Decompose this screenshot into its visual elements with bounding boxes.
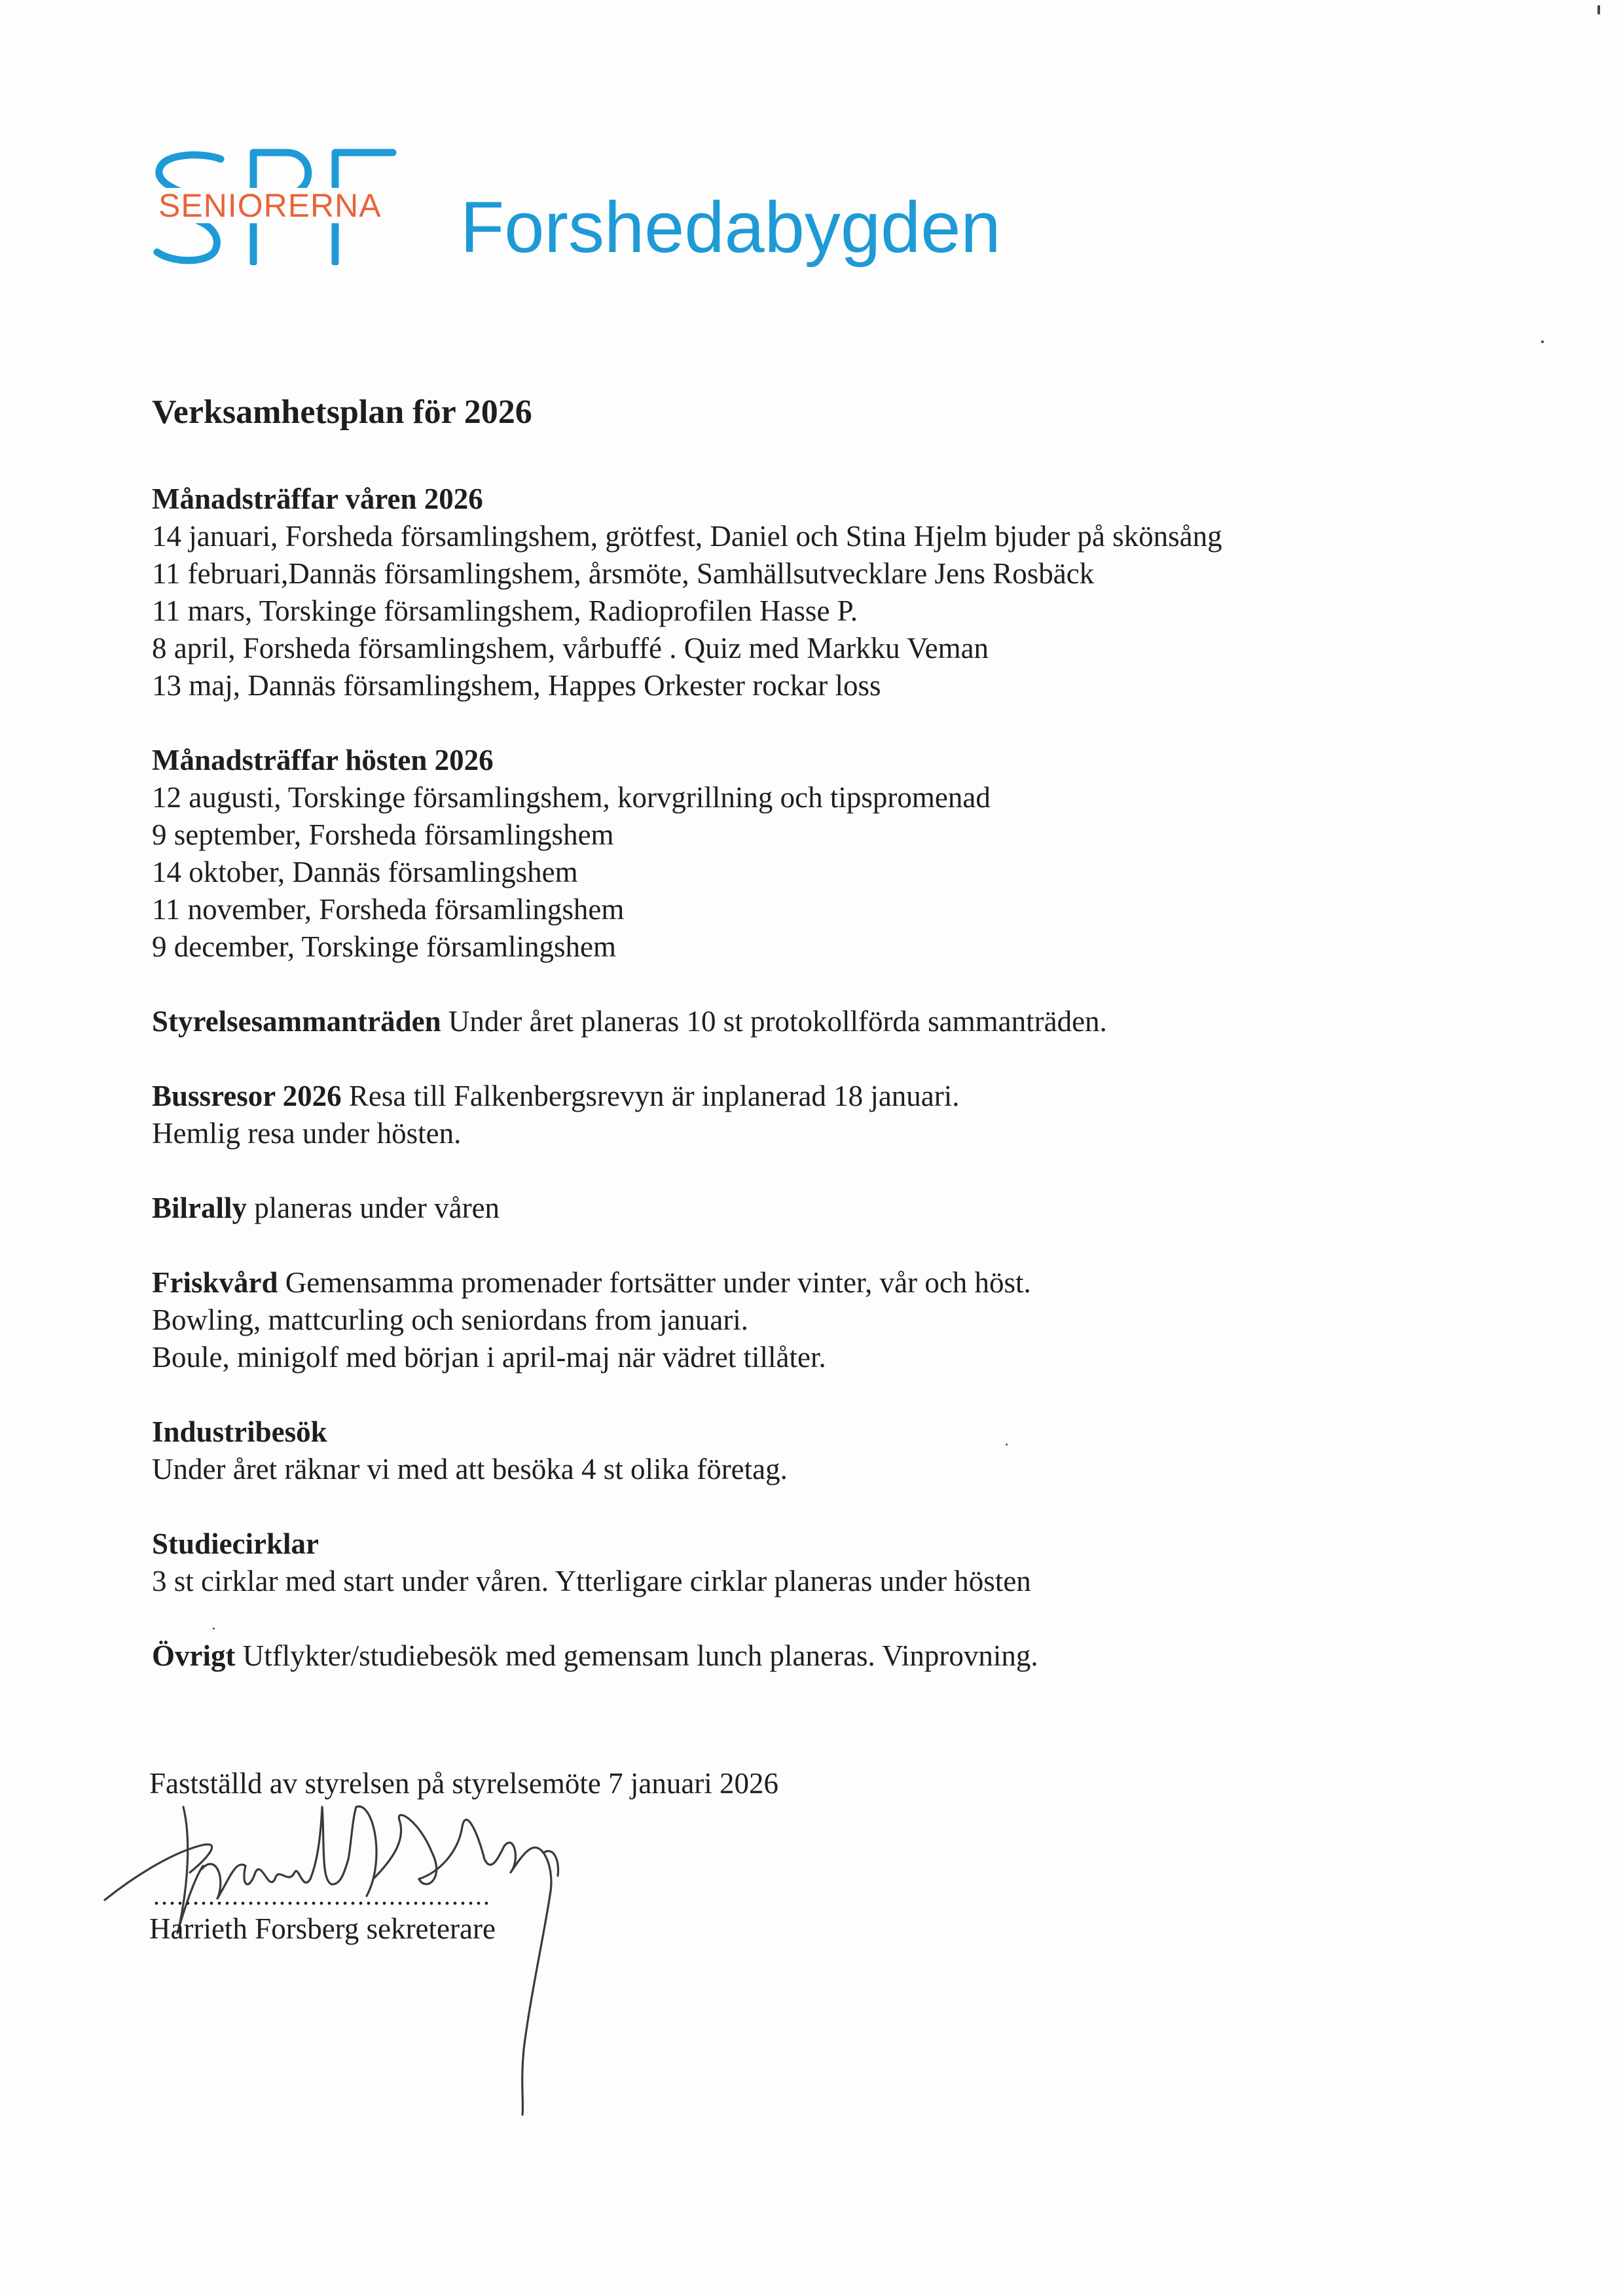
section-heading: Månadsträffar hösten 2026 (152, 744, 494, 776)
section-heading: Övrigt (152, 1639, 236, 1672)
approval-statement: Fastställd av styrelsen på styrelsemöte 7 januari 2026 (149, 1767, 779, 1800)
section-line: Boule, minigolf med början i april-maj när vädret tillåter. (152, 1341, 826, 1374)
section-heading-line (152, 1264, 1494, 1302)
signature-block (149, 1765, 1131, 1945)
signature-line: ........................................... (153, 1881, 491, 1910)
document-body (152, 393, 1494, 1712)
section-line: 14 januari, Forsheda församlingshem, grötfest, Daniel och Stina Hjelm bjuder på skönsång (152, 520, 1222, 553)
section-line: 11 mars, Torskinge församlingshem, Radioprofilen Hasse P. (152, 594, 858, 627)
section-line: 9 december, Torskinge församlingshem (152, 930, 617, 963)
section-inline-text: planeras under våren (254, 1192, 500, 1224)
section-line: 12 augusti, Torskinge församlingshem, korvgrillning och tipspromenad (152, 781, 991, 814)
section-inline-text: Resa till Falkenbergsrevyn är inplanerad 18 januari. (348, 1080, 960, 1112)
organization-name: Forshedabygden (460, 187, 1001, 268)
section-line: Bowling, mattcurling och seniordans from januari. (152, 1303, 749, 1336)
section-line: 11 februari,Dannäs församlingshem, årsmöte, Samhällsutvecklare Jens Rosbäck (152, 557, 1095, 590)
section-heading-line (152, 1637, 1494, 1675)
scan-speck (1597, 5, 1600, 14)
spf-seniorerna-logo (152, 147, 414, 265)
section-line: 14 oktober, Dannäs församlingshem (152, 856, 578, 888)
section-heading: Studiecirklar (152, 1527, 319, 1560)
section (152, 1637, 1494, 1675)
section-heading: Månadsträffar våren 2026 (152, 483, 483, 515)
section-inline-text: Utflykter/studiebesök med gemensam lunch planeras. Vinprovning. (242, 1639, 1038, 1672)
section-heading: Styrelsesammanträden (152, 1005, 441, 1038)
section-heading-line (152, 481, 1494, 518)
section-heading: Bussresor 2026 (152, 1080, 342, 1112)
section-inline-text: Under året planeras 10 st protokollförda sammanträden. (448, 1005, 1107, 1038)
section-heading-line (152, 1190, 1494, 1227)
section-heading-line (152, 1003, 1494, 1040)
section-line: Under året räknar vi med att besöka 4 st olika företag. (152, 1453, 788, 1485)
section (152, 1003, 1494, 1040)
section-line: 13 maj, Dannäs församlingshem, Happes Orkester rockar loss (152, 669, 881, 702)
document-title: Verksamhetsplan för 2026 (152, 393, 532, 431)
section-heading-line (152, 742, 1494, 779)
section (152, 742, 1494, 966)
section (152, 1078, 1494, 1152)
section-heading-line (152, 1413, 1494, 1451)
section (152, 1413, 1494, 1488)
section (152, 481, 1494, 704)
scan-speck (213, 1628, 215, 1630)
signer-name: Harrieth Forsberg sekreterare (149, 1912, 496, 1945)
section-heading: Friskvård (152, 1266, 278, 1299)
section-line: 9 september, Forsheda församlingshem (152, 818, 614, 851)
scan-speck (1541, 340, 1544, 343)
section-line: 8 april, Forsheda församlingshem, vårbuffé . Quiz med Markku Veman (152, 632, 989, 665)
handwritten-signature (92, 1781, 681, 2121)
section (152, 1190, 1494, 1227)
logo-wordmark: SENIORERNA (155, 188, 386, 223)
section-heading: Industribesök (152, 1415, 327, 1448)
section-heading-line (152, 1078, 1494, 1115)
section-line: 11 november, Forsheda församlingshem (152, 893, 625, 926)
sections-list (152, 481, 1494, 1675)
section (152, 1525, 1494, 1600)
section-line: 3 st cirklar med start under våren. Ytterligare cirklar planeras under hösten (152, 1565, 1031, 1597)
scan-speck (1006, 1444, 1008, 1446)
section (152, 1264, 1494, 1376)
section-line: Hemlig resa under hösten. (152, 1117, 462, 1150)
section-heading-line (152, 1525, 1494, 1563)
section-inline-text: Gemensamma promenader fortsätter under vinter, vår och höst. (285, 1266, 1031, 1299)
section-heading: Bilrally (152, 1192, 247, 1224)
